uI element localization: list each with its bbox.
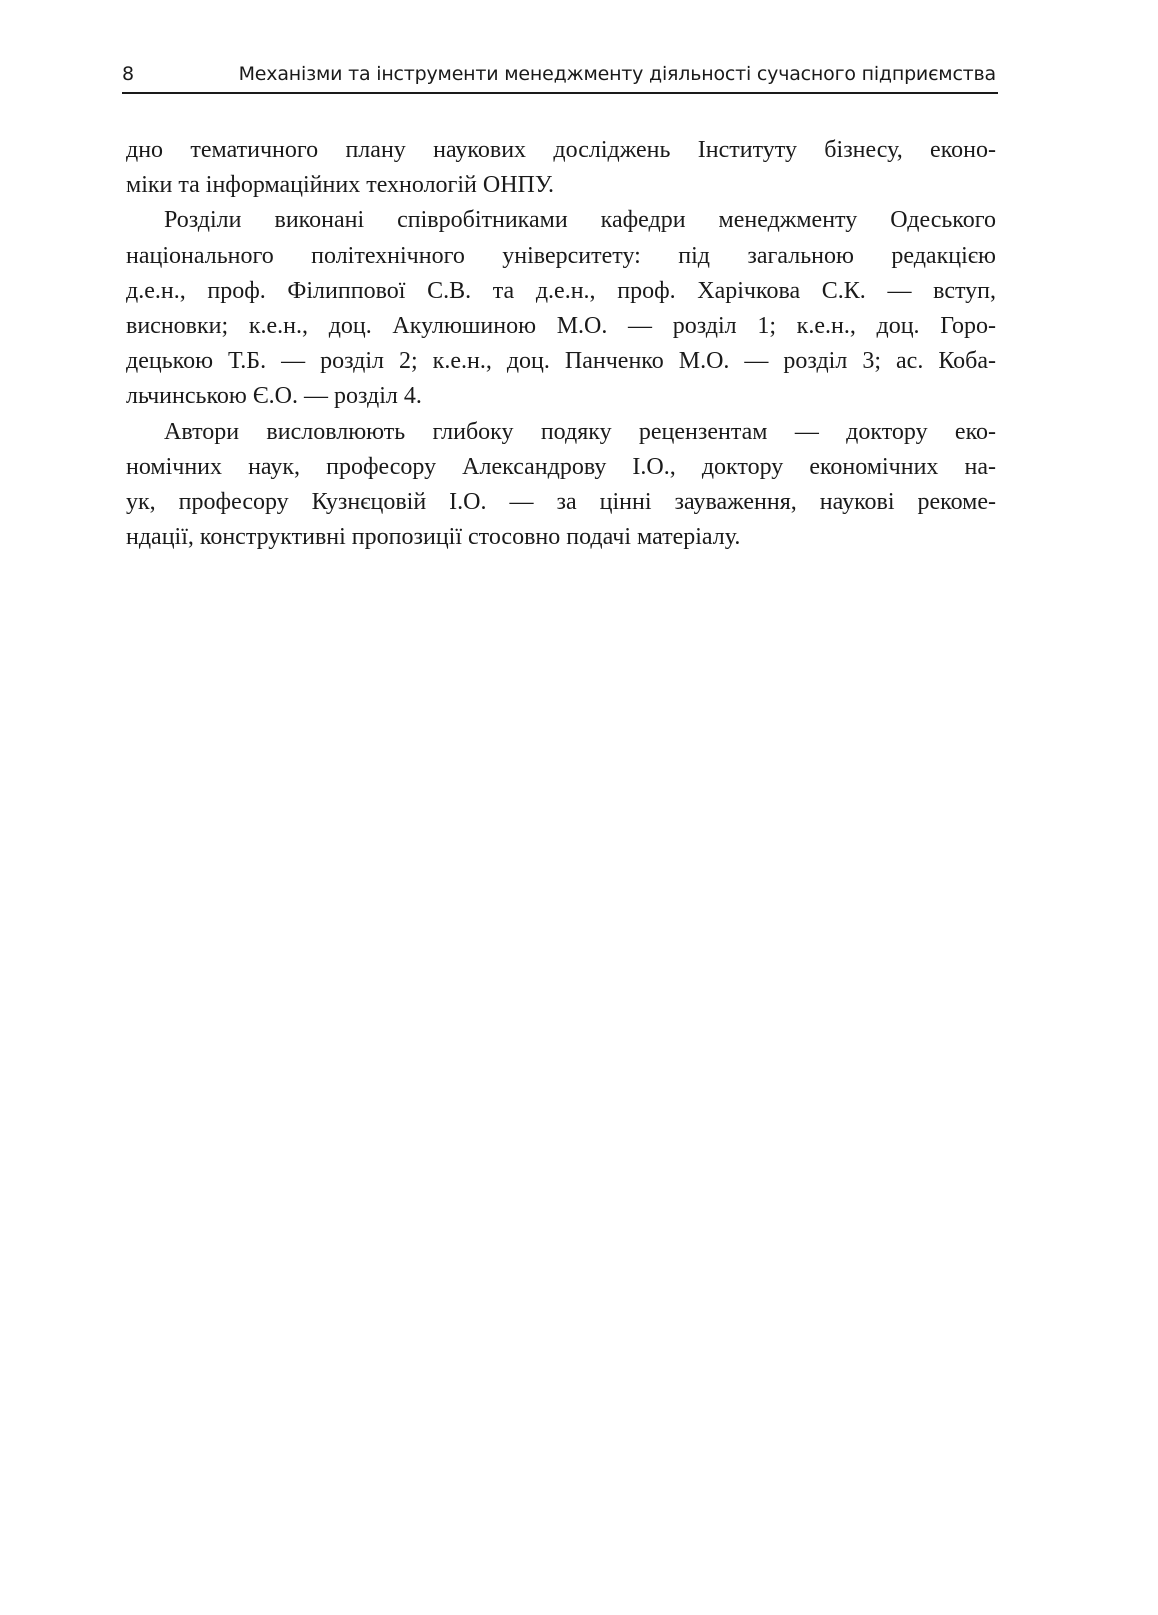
text-line: льчинською Є.О. — розділ 4. [126,383,422,410]
text-line: ук, професору Кузнєцовій І.О. — за цінні зауваження, наукові рекоме- [126,488,996,515]
running-title: Механізми та інструменти менеджменту діяльності сучасного підприємства [238,63,996,85]
text-line: децькою Т.Б. — розділ 2; к.е.н., доц. Панченко М.О. — розділ 3; ас. Коба- [126,348,996,375]
body-text [126,133,996,555]
text-line: дно тематичного плану наукових досліджень Інституту бізнесу, еконо- [126,137,996,163]
text-line: міки та інформаційних технологій ОНПУ. [126,172,554,199]
text-line: Розділи виконані співробітниками кафедри менеджменту Одеського [164,207,996,234]
paragraph-continuation [126,133,996,203]
text-line: номічних наук, професору Александрову І.О., доктору економічних на- [126,453,996,480]
text-line: висновки; к.е.н., доц. Акулюшиною М.О. — розділ 1; к.е.н., доц. Горо- [126,312,996,339]
text-line: д.е.н., проф. Філиппової С.В. та д.е.н., проф. Харічкова С.К. — вступ, [126,277,996,304]
text-line: ндації, конструктивні пропозиції стосовно подачі матеріалу. [126,524,741,551]
running-header [122,62,998,94]
paragraph-acknowledgements [126,415,996,556]
page-number: 8 [122,63,135,85]
text-line: Автори висловлюють глибоку подяку рецензентам — доктору еко- [164,418,996,445]
text-line: національного політехнічного університету: під загальною редакцією [126,242,996,269]
paragraph-authors [126,203,996,414]
